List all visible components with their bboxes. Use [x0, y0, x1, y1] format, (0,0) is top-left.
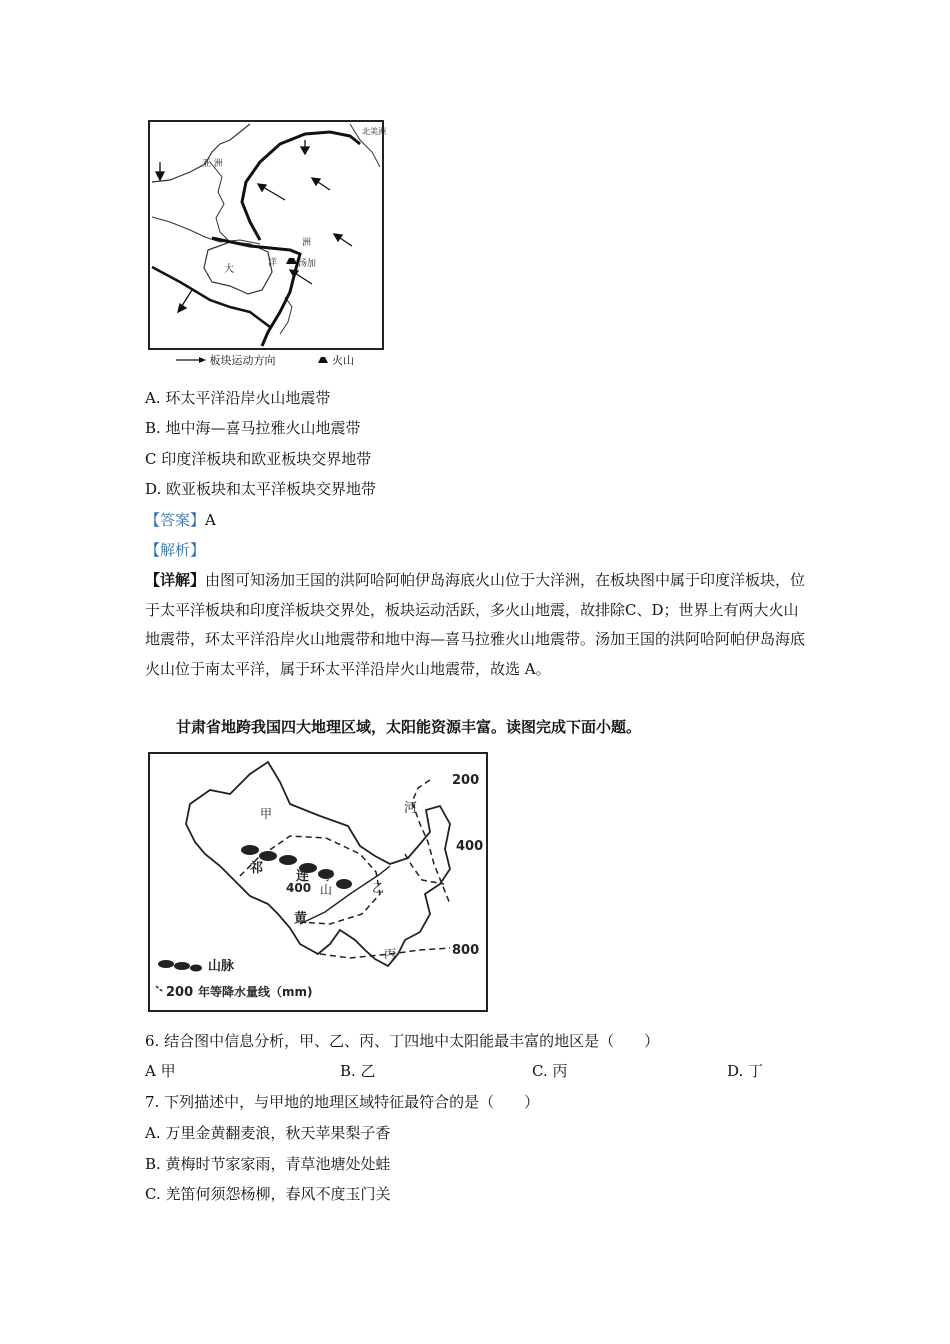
label-huang: 黄 — [294, 911, 308, 926]
label-lian: 连 — [296, 869, 310, 884]
q6-option-b: B. 乙 — [340, 1062, 376, 1080]
detail-text: 由图可知汤加王国的洪阿哈阿帕伊岛海底火山位于大洋洲，在板块图中属于印度洋板块，位于太平洋板块和印度洋板块交界处，板块运动活跃，多火山地震，故排除C、D；世界上有两大火山地震带，环太平洋沿岸火山地震带和地中海—喜马拉雅火山地震带。汤加王国的洪阿哈阿帕伊岛海底火山位于南太平洋，属于环太平洋沿岸火山地震带，故选 A。 — [145, 571, 806, 678]
volcano-legend-icon — [317, 354, 329, 368]
label-iso-200: 200 — [452, 773, 480, 788]
plate-map — [148, 120, 384, 350]
answer-value: A — [205, 511, 216, 529]
label-oceania-yang: 洋 — [268, 258, 278, 268]
q5-option-a: A. 环太平洋沿岸火山地震带 — [145, 389, 331, 407]
plate-map-drawing — [150, 122, 386, 348]
legend-isohyet-num: 200 — [166, 985, 194, 1000]
section-intro: 甘肃省地跨我国四大地理区域，太阳能资源丰富。读图完成下面小题。 — [176, 718, 642, 736]
label-iso-800: 800 — [452, 943, 480, 958]
label-oceania-da: 大 — [224, 264, 234, 275]
gansu-map-drawing — [150, 754, 486, 1010]
q7-stem: 7. 下列描述中，与甲地的地理区域特征最符合的是（ ） — [145, 1093, 540, 1111]
gansu-map — [148, 752, 488, 1012]
label-bing: 丙 — [384, 947, 397, 961]
q7-option-c: C. 羌笛何须怨杨柳，春风不度玉门关 — [145, 1185, 391, 1203]
q6-option-c: C. 丙 — [532, 1062, 568, 1080]
legend-mountain-icon — [158, 960, 202, 972]
q5-option-c: C 印度洋板块和欧亚板块交界地带 — [145, 450, 372, 468]
q7-option-b: B. 黄梅时节家家雨，青草池塘处处蛙 — [145, 1155, 391, 1173]
q6-stem: 6. 结合图中信息分析，甲、乙、丙、丁四地中太阳能最丰富的地区是（ ） — [145, 1032, 660, 1050]
label-jia: 甲 — [260, 807, 273, 821]
q5-option-b: B. 地中海—喜马拉雅火山地震带 — [145, 419, 361, 437]
analysis-tag: 【解析】 — [145, 541, 206, 559]
label-north-america: 北美洲 — [362, 127, 386, 136]
q7-option-a: A. 万里金黄翻麦浪，秋天苹果梨子香 — [145, 1124, 391, 1142]
legend-isohyet-text: 年等降水量线（mm) — [198, 985, 313, 999]
arrow-icon — [176, 354, 206, 368]
label-shan: 山 — [320, 883, 333, 897]
legend-volcano-text: 火山 — [332, 354, 354, 367]
legend-arrow-text: 板块运动方向 — [209, 354, 276, 367]
volcano-icon — [286, 258, 297, 264]
label-pacific-zhou: 洲 — [302, 238, 312, 248]
q6-option-a: A 甲 — [145, 1062, 176, 1080]
detail-tag: 【详解】 — [145, 571, 206, 589]
label-yi: 乙 — [372, 881, 385, 895]
q6-option-d: D. 丁 — [727, 1062, 764, 1080]
label-iso-400-right: 400 — [456, 839, 484, 854]
label-tonga: 汤加 — [298, 259, 317, 269]
label-iso-400-left: 400 — [286, 881, 312, 895]
answer-tag: 【答案】 — [145, 511, 206, 529]
legend-isohyet-icon — [156, 986, 164, 992]
plate-map-legend — [176, 354, 354, 368]
answer-line — [145, 510, 216, 530]
label-asia: 亚 洲 — [202, 159, 223, 169]
label-ding: 丁 — [322, 869, 335, 883]
label-qi: 祁 — [250, 861, 264, 876]
label-he: 河 — [404, 801, 418, 816]
legend-mountain-text: 山脉 — [208, 959, 235, 974]
q5-option-d: D. 欧亚板块和太平洋板块交界地带 — [145, 480, 377, 498]
detail-paragraph — [145, 566, 810, 684]
